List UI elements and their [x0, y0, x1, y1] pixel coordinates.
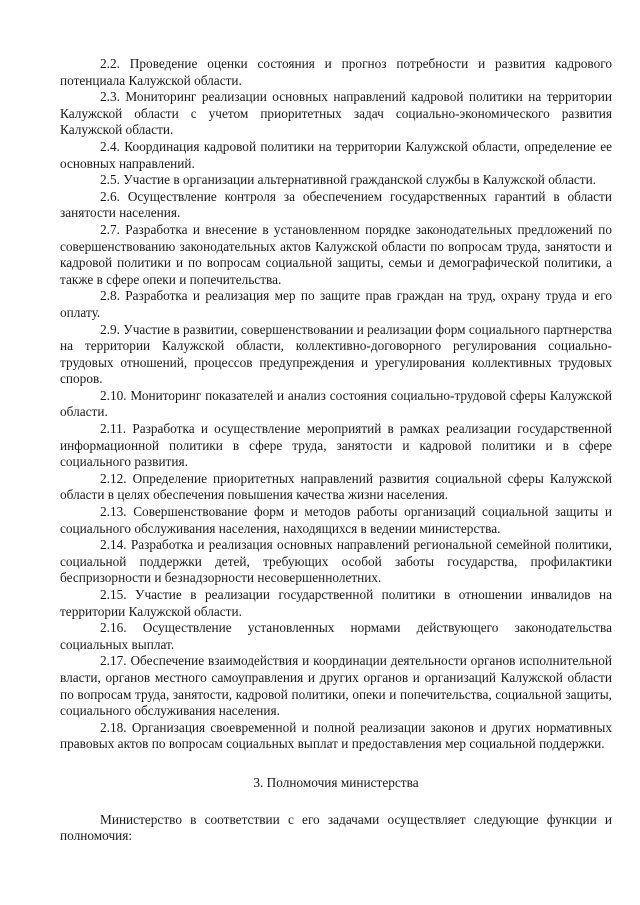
paragraph-2-18: 2.18. Организация своевременной и полной реализации законов и других нормативных правовых актов по вопросам социальных выплат и предоставления мер социальной поддержки.	[60, 719, 612, 752]
paragraph-2-10: 2.10. Мониторинг показателей и анализ состояния социально-трудовой сферы Калужской области.	[60, 387, 612, 420]
paragraph-2-4: 2.4. Координация кадровой политики на территории Калужской области, определение ее основных направлений.	[60, 138, 612, 171]
paragraph-2-3: 2.3. Мониторинг реализации основных направлений кадровой политики на территории Калужской области с учетом приоритетных задач социально-экономического развития Калужской области.	[60, 89, 612, 138]
paragraph-2-17: 2.17. Обеспечение взаимодействия и координации деятельности органов исполнительной власти, органов местного самоуправления и других органов и организаций Калужской области по вопросам труда, занятости, кадровой политики, опеки и попечительства, социальной защиты, социального обслуживания населения.	[60, 653, 612, 719]
paragraph-list	[60, 56, 612, 753]
paragraph-2-8: 2.8. Разработка и реализация мер по защите прав граждан на труд, охрану труда и его оплату.	[60, 288, 612, 320]
paragraph-2-5: 2.5. Участие в организации альтернативной гражданской службы в Калужской области.	[100, 172, 597, 188]
paragraph-2-12: 2.12. Определение приоритетных направлений развития социальной сферы Калужской области в целях обеспечения повышения качества жизни населения.	[60, 470, 612, 503]
paragraph-2-14: 2.14. Разработка и реализация основных направлений региональной семейной политики, социальной поддержки детей, требующих особой заботы государства, профилактики беспризорности и безнадзорности несовершеннолетних.	[60, 537, 612, 586]
section-intro: Министерство в соответствии с его задачами осуществляет следующие функции и полномочия:	[60, 811, 612, 844]
paragraph-2-15: 2.15. Участие в реализации государственной политики в отношении инвалидов на территории Калужской области.	[60, 587, 612, 619]
paragraph-2-6: 2.6. Осуществление контроля за обеспечением государственных гарантий в области занятости населения.	[60, 188, 612, 221]
paragraph-2-2: 2.2. Проведение оценки состояния и прогноз потребности и развития кадрового потенциала Калужской области.	[60, 56, 612, 88]
document-page	[60, 56, 612, 845]
paragraph-2-9: 2.9. Участие в развитии, совершенствовании и реализации форм социального партнерства на территории Калужской области, коллективно-договорного регулирования социально-трудовых отношений, процессов предупреждения и урегулирования коллективных трудовых споров.	[60, 321, 612, 387]
paragraph-2-13: 2.13. Совершенствование форм и методов работы организаций социальной защиты и социального обслуживания населения, находящихся в ведении министерства.	[60, 504, 612, 536]
section-title: 3. Полномочия министерства	[253, 774, 419, 790]
paragraph-2-7: 2.7. Разработка и внесение в установленном порядке законодательных предложений по совершенствованию законодательных актов Калужской области по вопросам труда, занятости и кадровой политики и по вопросам социальной защиты, семьи и демографической политики, а также в сфере опеки и попечительства.	[60, 221, 612, 287]
paragraph-2-11: 2.11. Разработка и осуществление мероприятий в рамках реализации государственной информационной политики в сфере труда, занятости и кадровой политики и в сфере социального развития.	[60, 421, 612, 470]
paragraph-2-16: 2.16. Осуществление установленных нормами действующего законодательства социальных выплат.	[60, 620, 612, 652]
